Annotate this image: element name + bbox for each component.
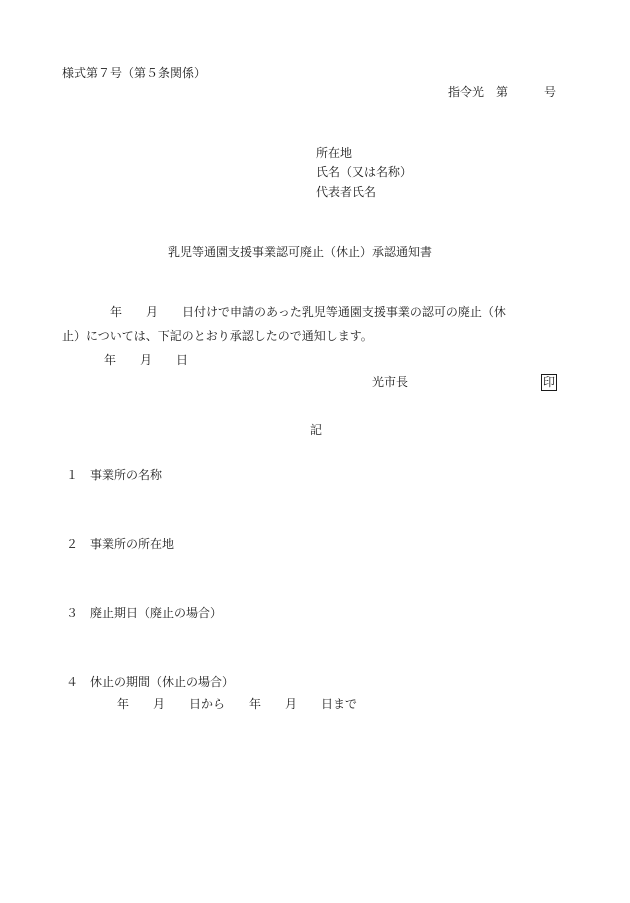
- form-label: 様式第７号（第５条関係）: [62, 66, 207, 80]
- representative-label: 代表者氏名: [316, 185, 377, 199]
- item-2-label: ２ 事業所の所在地: [66, 537, 175, 551]
- seal-mark: 印: [543, 375, 556, 389]
- issue-date: 年 月 日: [104, 353, 189, 367]
- document-number: 指令光 第 号: [448, 85, 557, 99]
- item-4-period: 年 月 日から 年 月 日まで: [117, 697, 358, 711]
- address-label: 所在地: [316, 146, 353, 160]
- body-line-1: 年 月 日付けで申請のあった乳児等通園支援事業の認可の廃止（休: [62, 305, 506, 319]
- item-3-label: ３ 廃止期日（廃止の場合）: [66, 606, 223, 620]
- body-line-2: 止）については、下記のとおり承認したので通知します。: [62, 329, 373, 343]
- item-4-label: ４ 休止の期間（休止の場合）: [66, 675, 235, 689]
- document-title: 乳児等通園支援事業認可廃止（休止）承認通知書: [168, 245, 433, 259]
- applicant-name-label: 氏名（又は名称）: [316, 165, 413, 179]
- ki-heading: 記: [310, 423, 323, 437]
- item-1-label: １ 事業所の名称: [66, 468, 163, 482]
- issuer-name: 光市長: [372, 375, 409, 389]
